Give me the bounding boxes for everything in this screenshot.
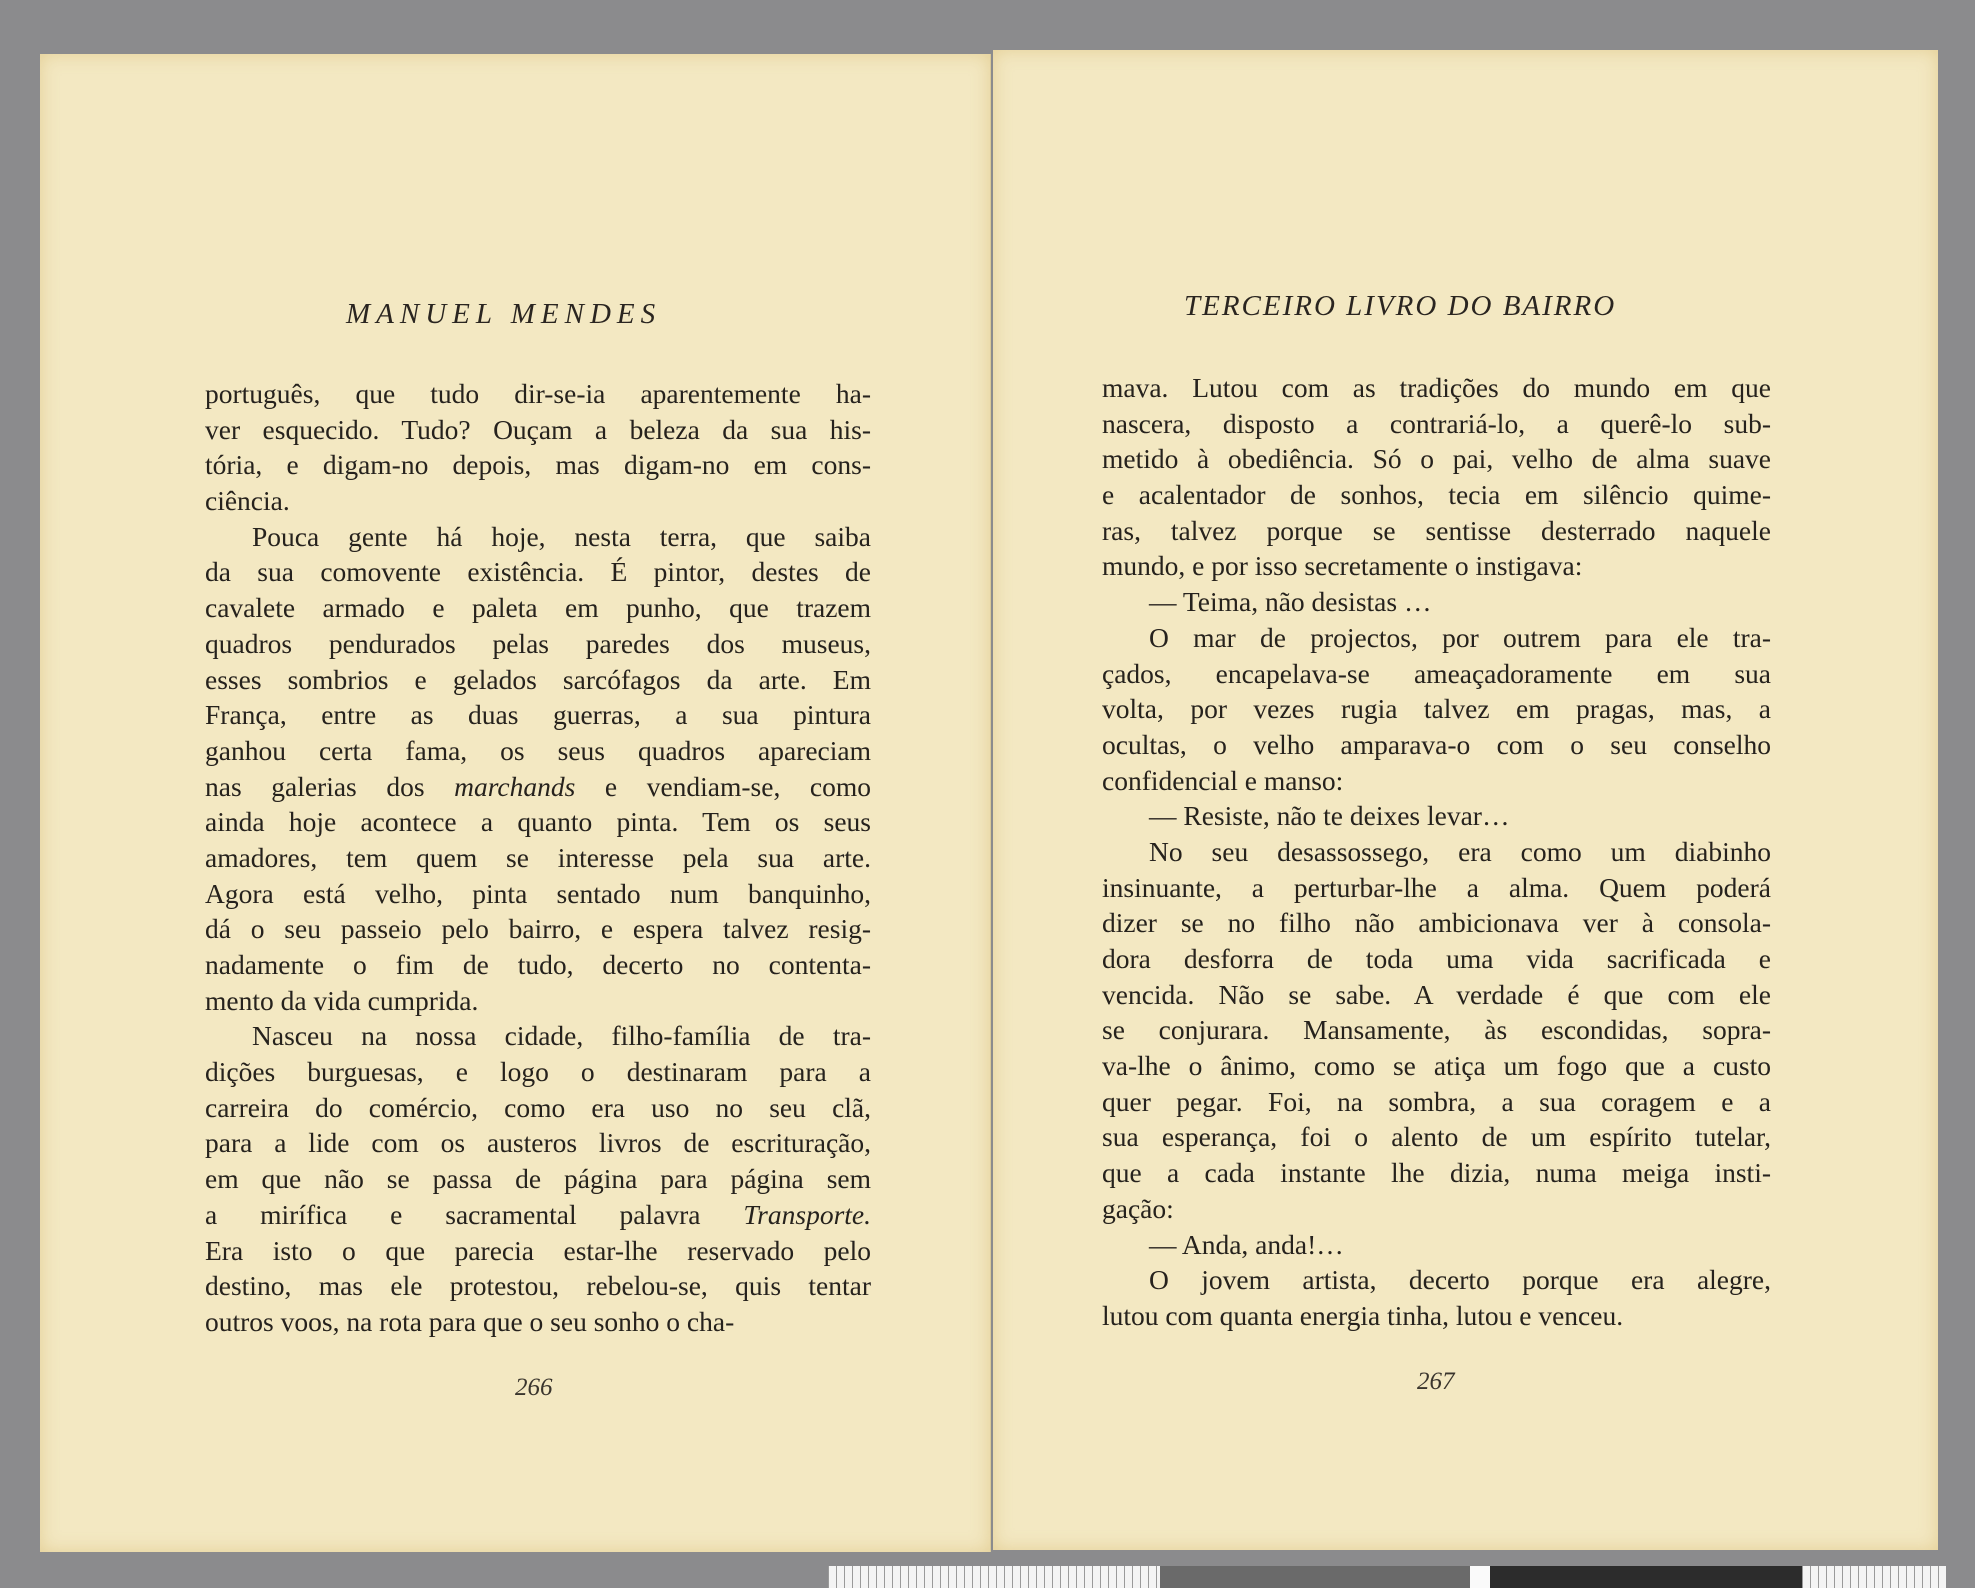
text-line: nadamente o fim de tudo, decerto no contenta- (205, 949, 871, 980)
italic-term: Transporte. (743, 1198, 871, 1230)
text-line: português, que tudo dir-se-ia aparentemente ha- (205, 378, 871, 409)
text-line: O mar de projectos, por outrem para ele tra- (1149, 621, 1771, 653)
text-line: ainda hoje acontece a quanto pinta. Tem os seus (205, 806, 871, 838)
text-line: O jovem artista, decerto porque era alegre, (1149, 1264, 1771, 1296)
text-segment: nas galerias dos (205, 770, 455, 802)
text-line: carreira do comércio, como era uso no seu clã, (205, 1091, 871, 1123)
text-line: que a cada instante lhe dizia, numa meiga insti- (1102, 1157, 1771, 1189)
text-line: e acalentador de sonhos, tecia em silêncio quime- (1102, 479, 1771, 511)
ruler-black-patch (1490, 1566, 1802, 1588)
text-line: da sua comovente existência. É pintor, destes de (205, 556, 871, 588)
text-line: destino, mas ele protestou, rebelou-se, quis tentar (205, 1270, 871, 1302)
text-line: mundo, e por isso secretamente o instigava: (1102, 550, 1583, 582)
color-calibration-ruler (828, 1566, 1946, 1588)
text-line: dições burguesas, e logo o destinaram para a (205, 1056, 871, 1088)
text-line (205, 1197, 871, 1233)
text-line: para a lide com os austeros livros de escrituração, (205, 1127, 871, 1159)
ruler-scale-white (828, 1566, 1160, 1588)
ruler-white-gap (1470, 1566, 1490, 1588)
text-line: insinuante, a perturbar-lhe a alma. Quem poderá (1102, 871, 1771, 903)
text-line: — Resiste, não te deixes levar… (1149, 800, 1510, 832)
text-line: França, entre as duas guerras, a sua pintura (205, 699, 871, 731)
text-line: dizer se no filho não ambicionava ver à consola- (1102, 907, 1771, 939)
left-page (40, 54, 991, 1552)
text-line: quer pegar. Foi, na sombra, a sua coragem e a (1102, 1085, 1771, 1117)
text-line: dora desforra de toda uma vida sacrificada e (1102, 943, 1771, 974)
text-line: nascera, disposto a contrariá-lo, a querê-lo sub- (1102, 407, 1771, 439)
right-page-body (1102, 370, 1771, 1334)
text-line: Pouca gente há hoje, nesta terra, que saiba (252, 520, 871, 552)
text-line: — Teima, não desistas … (1149, 586, 1432, 618)
text-line: vencida. Não se sabe. A verdade é que com ele (1102, 978, 1771, 1010)
text-segment: a mirífica e sacramental palavra (205, 1198, 744, 1230)
text-line: cavalete armado e paleta em punho, que trazem (205, 592, 871, 624)
text-line: Nasceu na nossa cidade, filho-família de tra- (252, 1020, 871, 1052)
text-line: outros voos, na rota para que o seu sonho o cha- (205, 1305, 735, 1337)
text-line: çados, encapelava-se ameaçadoramente em sua (1102, 657, 1771, 689)
text-segment: e vendiam-se, como (575, 770, 872, 802)
text-line: ciência. (205, 485, 290, 517)
ruler-scale-end (1802, 1566, 1946, 1588)
text-line: ras, talvez porque se sentisse desterrado naquele (1102, 514, 1771, 546)
text-line: mento da vida cumprida. (205, 984, 479, 1016)
text-line: Agora está velho, pinta sentado num banquinho, (205, 877, 871, 909)
ruler-gray-patch (1160, 1566, 1470, 1588)
text-line: em que não se passa de página para página sem (205, 1163, 871, 1195)
page-number: 266 (515, 1374, 553, 1401)
text-line: confidencial e manso: (1102, 764, 1344, 796)
text-line: No seu desassossego, era como um diabinho (1149, 835, 1771, 867)
text-line: — Anda, anda!… (1149, 1228, 1344, 1260)
italic-term: marchands (454, 770, 576, 802)
text-line: va-lhe o ânimo, como se atiça um fogo que a custo (1102, 1050, 1771, 1082)
text-line: se conjurara. Mansamente, às escondidas, sopra- (1102, 1014, 1771, 1046)
text-line: ganhou certa fama, os seus quadros apareciam (205, 734, 871, 766)
text-line: sua esperança, foi o alento de um espírito tutelar, (1102, 1121, 1771, 1153)
text-line: mava. Lutou com as tradições do mundo em que (1102, 372, 1771, 403)
text-line: tória, e digam-no depois, mas digam-no em cons- (205, 449, 871, 481)
running-header-author: MANUEL MENDES (346, 298, 662, 330)
text-line (205, 769, 871, 805)
text-line: ocultas, o velho amparava-o com o seu conselho (1102, 728, 1771, 760)
text-line: volta, por vezes rugia talvez em pragas, mas, a (1102, 693, 1771, 725)
text-line: lutou com quanta energia tinha, lutou e venceu. (1102, 1299, 1624, 1331)
right-page (993, 50, 1938, 1550)
text-line: gação: (1102, 1192, 1174, 1224)
text-line: dá o seu passeio pelo bairro, e espera talvez resig- (205, 913, 871, 945)
page-number: 267 (1417, 1368, 1455, 1395)
left-page-body (205, 376, 871, 1340)
text-line: amadores, tem quem se interesse pela sua arte. (205, 841, 871, 873)
text-line: metido à obediência. Só o pai, velho de alma suave (1102, 443, 1771, 475)
text-line: ver esquecido. Tudo? Ouçam a beleza da sua his- (205, 413, 871, 445)
text-line: Era isto o que parecia estar-lhe reservado pelo (205, 1234, 871, 1266)
running-header-title: TERCEIRO LIVRO DO BAIRRO (1184, 290, 1617, 322)
text-line: esses sombrios e gelados sarcófagos da arte. Em (205, 663, 871, 695)
text-line: quadros pendurados pelas paredes dos museus, (205, 627, 871, 659)
